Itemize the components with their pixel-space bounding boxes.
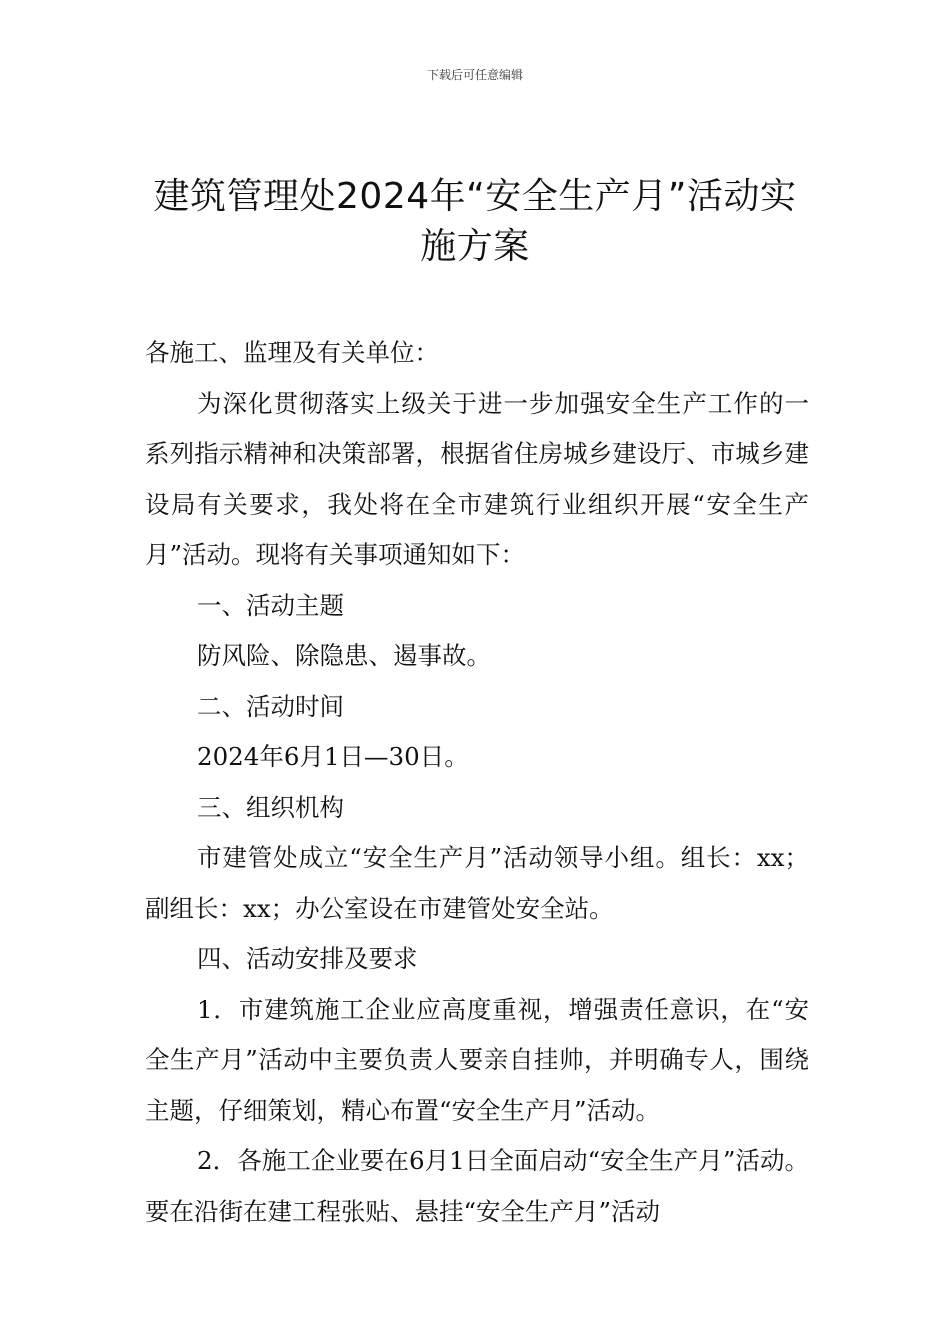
- paragraph-arrangement-1: 1．市建筑施工企业应高度重视，增强责任意识，在“安全生产月”活动中主要负责人要亲自挂帅，并明确专人，围绕主题，仔细策划，精心布置“安全生产月”活动。: [145, 994, 809, 1125]
- section-heading-arrangements: 四、活动安排及要求: [197, 944, 418, 973]
- paragraph-time: 2024年6月1日—30日。: [197, 742, 469, 771]
- page-header-note: 下载后可任意编辑: [426, 68, 523, 82]
- salutation: 各施工、监理及有关单位：: [145, 338, 439, 367]
- paragraph-organization: 市建管处成立“安全生产月”活动领导小组。组长：xx；副组长：xx；办公室设在市建管处安全站。: [145, 843, 809, 923]
- section-heading-theme: 一、活动主题: [197, 590, 344, 620]
- document-body: [145, 328, 809, 1237]
- paragraph-intro: 为深化贯彻落实上级关于进一步加强安全生产工作的一系列指示精神和决策部署，根据省住房城乡建设厅、市城乡建设局有关要求，我处将在全市建筑行业组织开展“安全生产月”活动。现将有关事项通知如下：: [145, 388, 809, 569]
- section-heading-time: 二、活动时间: [197, 691, 344, 721]
- section-heading-organization: 三、组织机构: [197, 792, 344, 822]
- paragraph-theme: 防风险、除隐患、遏事故。: [197, 641, 491, 670]
- paragraph-arrangement-2: 2．各施工企业要在6月1日全面启动“安全生产月”活动。要在沿街在建工程张贴、悬挂“安全生产月”活动: [145, 1146, 809, 1226]
- document-title: 建筑管理处2024年“安全生产月”活动实施方案: [153, 176, 797, 267]
